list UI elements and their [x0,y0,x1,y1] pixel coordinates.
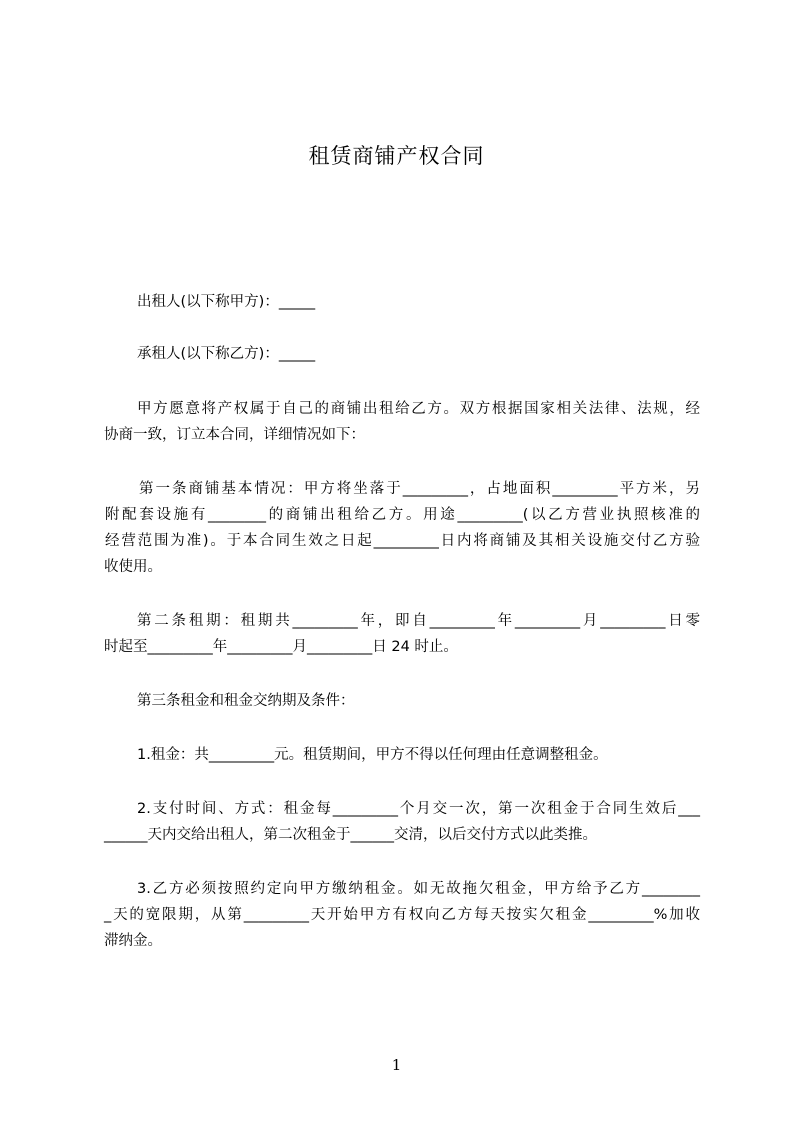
preamble-line-2: 协商一致，订立本合同，详细情况如下： [104,427,365,443]
article-3-clause-3-line-3: 滞纳金。 [104,933,162,949]
preamble-line-1: 甲方愿意将产权属于自己的商铺出租给乙方。双方根据国家相关法律、法规，经 [137,401,700,417]
article-2-line-2: 时起至_________年_________月_________日 24 时止。 [104,639,458,655]
article-3-heading: 第三条租金和租金交纳期及条件： [137,693,355,709]
article-3-clause-3-line-1: 3.乙方必须按照约定向甲方缴纳租金。如无故拖欠租金，甲方给予乙方________ [137,881,700,897]
page-number: 1 [391,1056,402,1074]
article-3-clause-1: 1.租金：共_________元。租赁期间，甲方不得以任何理由任意调整租金。 [137,747,608,763]
article-1-line-1: 第一条商铺基本情况：甲方将坐落于_________，占地面积_________平方米，另 [139,481,700,497]
article-2-line-1: 第二条租期：租期共_________年，即自_________年_________月_________日零 [137,613,700,629]
article-1-line-3: 经营范围为准)。于本合同生效之日起_________日内将商铺及其相关设施交付乙方验 [105,533,700,549]
article-3-clause-2-line-1: 2.支付时间、方式：租金每_________个月交一次，第一次租金于合同生效后___ [137,801,700,817]
lessee-line: 承租人(以下称乙方)：_____ [137,346,316,362]
article-1-line-2: 附配套设施有________的商铺出租给乙方。用途_________(以乙方营业执照核准的 [105,507,700,523]
lessor-line: 出租人(以下称甲方)：_____ [137,294,316,310]
article-1-line-4: 收使用。 [104,559,162,575]
article-3-clause-3-line-2: _天的宽限期，从第_________天开始甲方有权向乙方每天按实欠租金_________%加收 [104,907,700,923]
document-title: 租赁商铺产权合同 [308,144,485,168]
article-3-clause-2-line-2: ______天内交给出租人，第二次租金于______交清，以后交付方式以此类推。 [104,827,597,843]
